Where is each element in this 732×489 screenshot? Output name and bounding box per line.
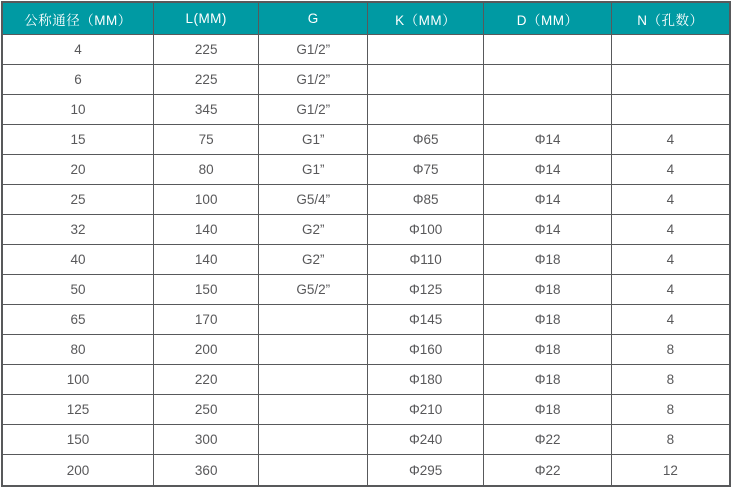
table-cell: Φ210 [367, 395, 483, 425]
table-row [2, 185, 730, 215]
table-cell: Φ18 [484, 395, 611, 425]
spec-table-container [0, 1, 732, 489]
table-cell: G1/2” [259, 35, 367, 65]
table-row [2, 35, 730, 65]
table-cell: 140 [153, 245, 259, 275]
column-header: K（MM） [367, 2, 483, 35]
column-header: D（MM） [484, 2, 611, 35]
table-cell: G5/2” [259, 275, 367, 305]
table-cell: G1” [259, 155, 367, 185]
table-cell: 170 [153, 305, 259, 335]
table-cell: Φ22 [484, 425, 611, 455]
table-cell [611, 65, 730, 95]
table-cell: 4 [611, 275, 730, 305]
table-cell [367, 95, 483, 125]
column-header: 公称通径（MM） [2, 2, 153, 35]
table-cell: Φ14 [484, 215, 611, 245]
table-cell: G2” [259, 215, 367, 245]
table-cell: 8 [611, 425, 730, 455]
table-cell: 75 [153, 125, 259, 155]
table-cell: 4 [611, 245, 730, 275]
table-cell: Φ14 [484, 125, 611, 155]
header-row [2, 2, 730, 35]
table-row [2, 335, 730, 365]
table-cell: 15 [2, 125, 153, 155]
table-cell [367, 65, 483, 95]
table-cell: 80 [2, 335, 153, 365]
table-cell: 20 [2, 155, 153, 185]
table-cell: Φ100 [367, 215, 483, 245]
table-header-row [2, 2, 730, 35]
table-cell: 200 [153, 335, 259, 365]
table-cell: Φ160 [367, 335, 483, 365]
table-cell [259, 425, 367, 455]
table-cell: G1” [259, 125, 367, 155]
table-cell: Φ18 [484, 305, 611, 335]
table-cell: G5/4” [259, 185, 367, 215]
table-cell [259, 305, 367, 335]
table-cell: 4 [611, 125, 730, 155]
table-cell: Φ18 [484, 245, 611, 275]
table-cell: 12 [611, 455, 730, 486]
table-cell: 300 [153, 425, 259, 455]
table-cell: 150 [153, 275, 259, 305]
table-cell: Φ85 [367, 185, 483, 215]
table-body [2, 35, 730, 487]
valve-dimension-spec-table [1, 1, 731, 487]
table-row [2, 95, 730, 125]
column-header: G [259, 2, 367, 35]
table-cell: 200 [2, 455, 153, 486]
table-cell [611, 35, 730, 65]
table-row [2, 215, 730, 245]
table-cell: 225 [153, 65, 259, 95]
table-cell [484, 65, 611, 95]
table-cell: Φ18 [484, 335, 611, 365]
table-cell: 150 [2, 425, 153, 455]
column-header: L(MM) [153, 2, 259, 35]
table-cell: Φ18 [484, 275, 611, 305]
table-row [2, 425, 730, 455]
table-cell: 225 [153, 35, 259, 65]
table-cell: 25 [2, 185, 153, 215]
table-cell: 6 [2, 65, 153, 95]
table-cell: 100 [2, 365, 153, 395]
table-cell [484, 35, 611, 65]
table-cell: Φ110 [367, 245, 483, 275]
table-cell [259, 365, 367, 395]
table-cell: 4 [611, 155, 730, 185]
table-cell: Φ65 [367, 125, 483, 155]
column-header: N（孔数） [611, 2, 730, 35]
table-cell: 8 [611, 335, 730, 365]
table-cell: 125 [2, 395, 153, 425]
table-row [2, 245, 730, 275]
table-cell: G1/2” [259, 95, 367, 125]
table-cell: G1/2” [259, 65, 367, 95]
table-cell [484, 95, 611, 125]
table-cell: Φ14 [484, 155, 611, 185]
table-cell: 360 [153, 455, 259, 486]
table-cell: Φ240 [367, 425, 483, 455]
table-cell: 250 [153, 395, 259, 425]
table-cell: 32 [2, 215, 153, 245]
table-cell: 80 [153, 155, 259, 185]
table-cell: Φ75 [367, 155, 483, 185]
table-cell [611, 95, 730, 125]
table-cell: Φ145 [367, 305, 483, 335]
table-row [2, 365, 730, 395]
table-cell: Φ14 [484, 185, 611, 215]
table-cell: 220 [153, 365, 259, 395]
table-row [2, 305, 730, 335]
table-cell: Φ125 [367, 275, 483, 305]
table-cell: 345 [153, 95, 259, 125]
table-cell: 10 [2, 95, 153, 125]
table-row [2, 155, 730, 185]
table-cell [259, 395, 367, 425]
table-cell: 4 [2, 35, 153, 65]
table-row [2, 275, 730, 305]
table-row [2, 65, 730, 95]
table-row [2, 455, 730, 486]
table-cell: 4 [611, 215, 730, 245]
table-cell: Φ22 [484, 455, 611, 486]
table-cell: 65 [2, 305, 153, 335]
table-cell: 8 [611, 365, 730, 395]
table-cell: 8 [611, 395, 730, 425]
table-cell: 40 [2, 245, 153, 275]
table-cell: 50 [2, 275, 153, 305]
table-cell [259, 335, 367, 365]
table-cell: Φ295 [367, 455, 483, 486]
table-row [2, 395, 730, 425]
table-cell: Φ18 [484, 365, 611, 395]
table-row [2, 125, 730, 155]
table-cell: 4 [611, 305, 730, 335]
table-cell: 140 [153, 215, 259, 245]
table-cell: Φ180 [367, 365, 483, 395]
table-cell [367, 35, 483, 65]
table-cell: G2” [259, 245, 367, 275]
table-cell [259, 455, 367, 486]
table-cell: 4 [611, 185, 730, 215]
table-cell: 100 [153, 185, 259, 215]
